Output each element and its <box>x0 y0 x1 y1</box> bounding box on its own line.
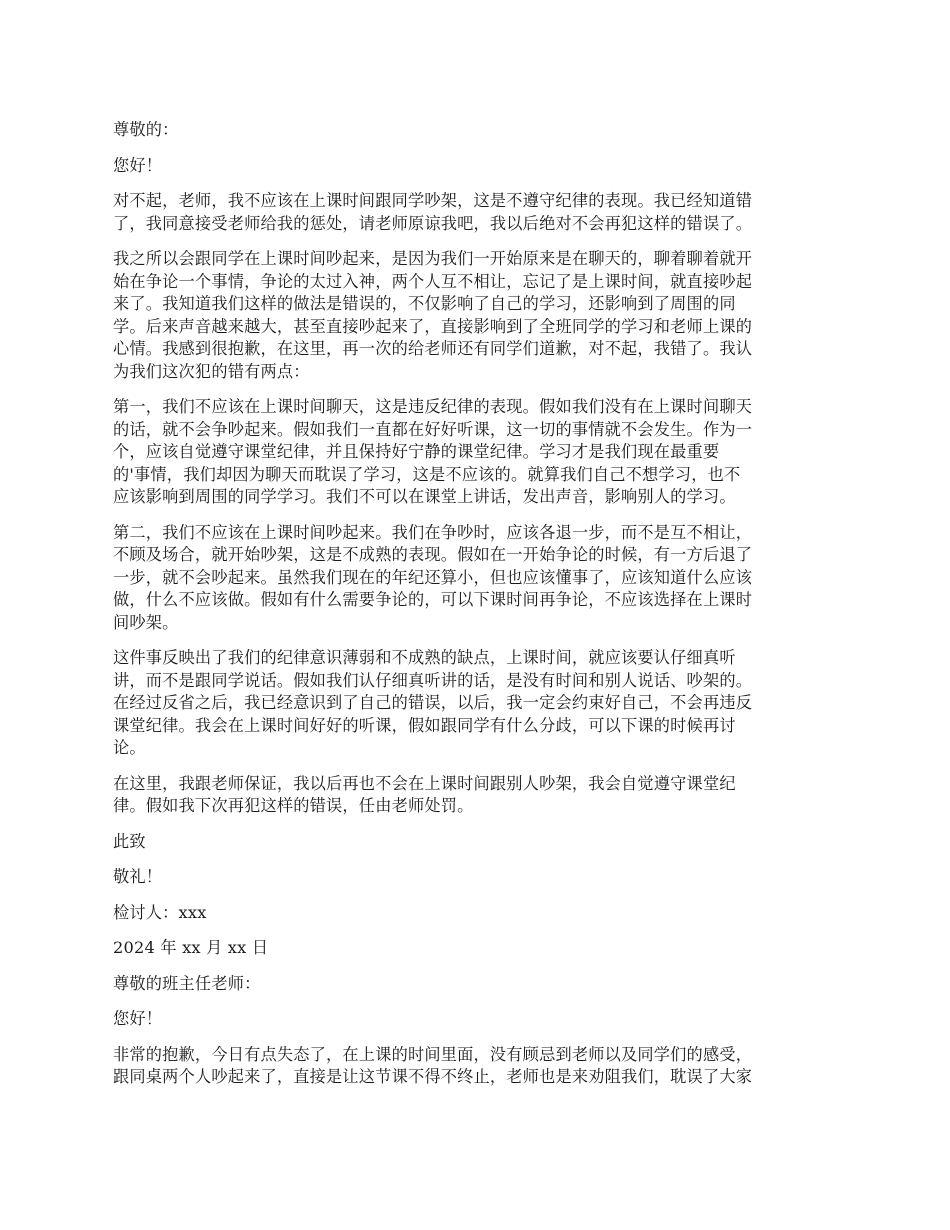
paragraph <box>113 522 843 635</box>
text-line: 您好！ <box>113 155 163 175</box>
text-line: 做，什么不应该做。假如有什么需要争论的，可以下课时间再争论，不应该选择在上课时 <box>113 590 753 609</box>
text-line: 对不起，老师，我不应该在上课时间跟同学吵架，这是不遵守纪律的表现。我已经知道错 <box>113 191 753 210</box>
text-line: 您好！ <box>113 1009 163 1028</box>
text-line: 律。假如我下次再犯这样的错误，任由老师处罚。 <box>113 796 474 815</box>
text-line: 课堂纪律。我会在上课时间好好的听课，假如跟同学有什么分歧，可以下课的时候再讨 <box>113 715 736 735</box>
text-line: 始在争论一个事情，争论的太过入神，两个人互不相让，忘记了是上课时间，就直接吵起 <box>113 271 753 291</box>
text-line: 此致 <box>113 831 146 851</box>
text-line: 在这里，我跟老师保证，我以后再也不会在上课时间跟别人吵架，我会自觉遵守课堂纪 <box>113 773 736 793</box>
text-line: 第二，我们不应该在上课时间吵起来。我们在争吵时，应该各退一步，而不是互不相让， <box>113 522 753 542</box>
text-line: 第一，我们不应该在上课时间聊天，这是违反纪律的表现。假如我们没有在上课时间聊天 <box>113 397 753 416</box>
text-line: 2024 年 xx 月 xx 日 <box>113 938 269 957</box>
text-line: 学。后来声音越来越大，甚至直接吵起来了，直接影响到了全班同学的学习和老师上课的 <box>113 316 753 336</box>
paragraph <box>113 248 843 383</box>
text-line: 这件事反映出了我们的纪律意识薄弱和不成熟的缺点，上课时间，就应该要认仔细真听 <box>113 648 736 667</box>
text-line: 的话，就不会争吵起来。假如我们一直都在好好听课，这一切的事情就不会发生。作为一 <box>113 419 753 439</box>
text-line: 尊敬的： <box>113 120 179 139</box>
paragraph <box>113 190 843 235</box>
text-line: 非常的抱歉，今日有点失态了，在上课的时间里面，没有顾忌到老师以及同学们的感受， <box>113 1044 753 1064</box>
text-line: 在经过反省之后，我已经意识到了自己的错误，以后，我一定会约束好自己，不会再违反 <box>113 693 753 712</box>
paragraph <box>113 396 843 509</box>
text-line: 心情。我感到很抱歉，在这里，再一次的给老师还有同学们道歉，对不起，我错了。我认 <box>113 339 753 358</box>
salutation <box>113 973 843 996</box>
document-body <box>113 119 843 1102</box>
text-line: 了，我同意接受老师给我的惩处，请老师原谅我吧，我以后绝对不会再犯这样的错误了。 <box>113 213 753 233</box>
text-line: 尊敬的班主任老师： <box>113 973 261 993</box>
text-line: 来了。我知道我们这样的做法是错误的，不仅影响了自己的学习，还影响到了周围的同 <box>113 294 736 313</box>
greeting <box>113 155 843 178</box>
greeting <box>113 1008 843 1031</box>
date <box>113 937 843 960</box>
signature <box>113 902 843 925</box>
text-line: 跟同桌两个人吵起来了，直接是让这节课不得不终止，老师也是来劝阻我们，耽误了大家 <box>113 1067 753 1086</box>
text-line: 一步，就不会吵起来。虽然我们现在的年纪还算小，但也应该懂事了，应该知道什么应该 <box>113 567 753 587</box>
text-line: 敬礼！ <box>113 867 163 886</box>
paragraph <box>113 1044 843 1089</box>
text-line: 个，应该自觉遵守课堂纪律，并且保持好宁静的课堂纪律。学习才是我们现在最重要 <box>113 442 720 461</box>
text-line: 的'事情，我们却因为聊天而耽误了学习，这是不应该的。就算我们自己不想学习，也不 <box>113 464 741 484</box>
closing <box>113 831 843 854</box>
text-line: 为我们这次犯的错有两点： <box>113 361 310 381</box>
text-line: 间吵架。 <box>113 612 179 632</box>
text-line: 讲，而不是跟同学说话。假如我们认仔细真听讲的话，是没有时间和别人说话、吵架的。 <box>113 670 753 690</box>
text-line: 应该影响到周围的同学学习。我们不可以在课堂上讲话，发出声音，影响别人的学习。 <box>113 487 736 506</box>
text-line: 检讨人：xxx <box>113 902 207 922</box>
paragraph <box>113 647 843 760</box>
paragraph <box>113 773 843 818</box>
closing-salute <box>113 866 843 889</box>
salutation <box>113 119 843 142</box>
text-line: 论。 <box>113 738 146 757</box>
text-line: 不顾及场合，就开始吵架，这是不成熟的表现。假如在一开始争论的时候，有一方后退了 <box>113 545 753 564</box>
text-line: 我之所以会跟同学在上课时间吵起来，是因为我们一开始原来是在聊天的，聊着聊着就开 <box>113 249 753 268</box>
